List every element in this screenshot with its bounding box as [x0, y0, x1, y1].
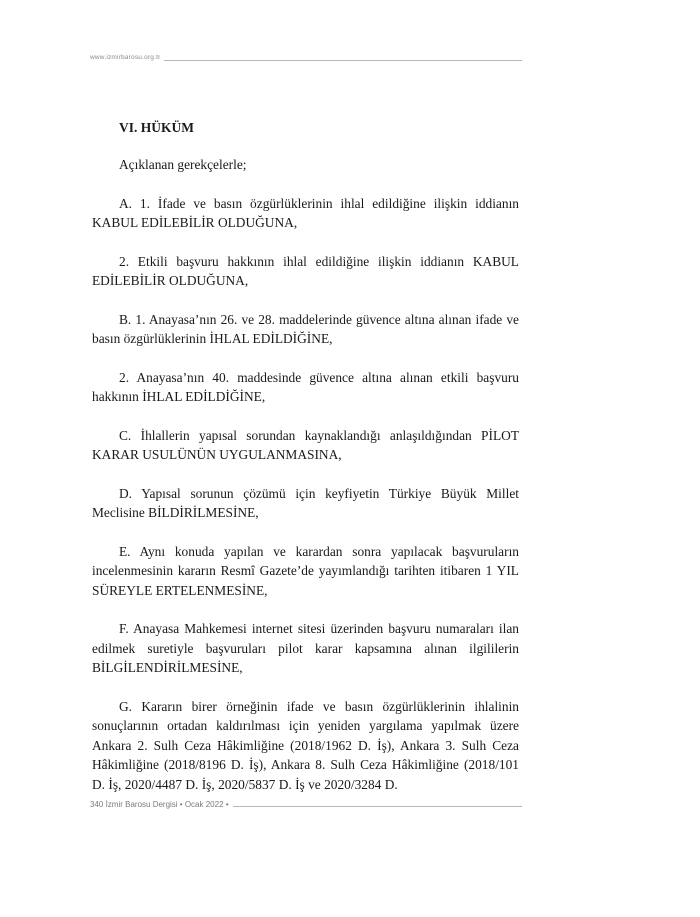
paragraph-b1: B. 1. Anayasa’nın 26. ve 28. maddelerinde güvence altına alınan ifade ve basın özgürlüklerinin İHLAL EDİLDİĞİNE, — [92, 311, 519, 346]
paragraph-d: D. Yapısal sorunun çözümü için keyfiyetin Türkiye Büyük Millet Meclisine BİLDİRİLMESİNE, — [92, 485, 519, 520]
paragraph-e: E. Aynı konuda yapılan ve karardan sonra yapılacak başvuruların incelenmesinin kararın Resmî Gazete’de yayımlandığı tarihten itibaren 1 YIL SÜREYLE ERTELENMESİNE, — [92, 543, 519, 598]
page-header — [90, 54, 522, 66]
paragraph-b2: 2. Anayasa’nın 40. maddesinde güvence altına alınan etkili başvuru hakkının İHLAL EDİLDİĞİNE, — [92, 369, 519, 404]
document-body — [92, 118, 519, 813]
section-title: VI. HÜKÜM — [119, 120, 194, 135]
paragraph-a1: A. 1. İfade ve basın özgürlüklerinin ihlal edildiğine ilişkin iddianın KABUL EDİLEBİLİR OLDUĞUNA, — [92, 195, 519, 230]
paragraph-g: G. Kararın birer örneğinin ifade ve basın özgürlüklerinin ihlalinin sonuçlarının ortadan kaldırılması için yeniden yargılama yapılmak üzere Ankara 2. Sulh Ceza Hâkimliğine (2018/1962 D. İş), Ankara 3. Sulh Ceza Hâkimliğine (2018/8196 D. İş), Ankara 8. Sulh Ceza Hâkimliğine (2018/101 D. İş, 2020/4487 D. İş, 2020/5837 D. İş ve 2020/3284 D. — [92, 698, 519, 792]
footer-text: 340 İzmir Barosu Dergisi • Ocak 2022 • — [90, 800, 233, 809]
paragraph-intro: Açıklanan gerekçelerle; — [119, 157, 247, 172]
paragraph-c: C. İhlallerin yapısal sorundan kaynaklandığı anlaşıldığından PİLOT KARAR USULÜNÜN UYGULANMASINA, — [92, 427, 519, 462]
paragraph-a2: 2. Etkili başvuru hakkının ihlal edildiğine ilişkin iddianın KABUL EDİLEBİLİR OLDUĞUNA, — [92, 253, 519, 288]
header-url: www.izmirbarosu.org.tr — [90, 54, 164, 61]
paragraph-f: F. Anayasa Mahkemesi internet sitesi üzerinden başvuru numaraları ilan edilmek suretiyle başvuruları pilot karar kapsamına alınan ilgililerin BİLGİLENDİRİLMESİNE, — [92, 621, 519, 675]
page-footer — [90, 800, 522, 814]
